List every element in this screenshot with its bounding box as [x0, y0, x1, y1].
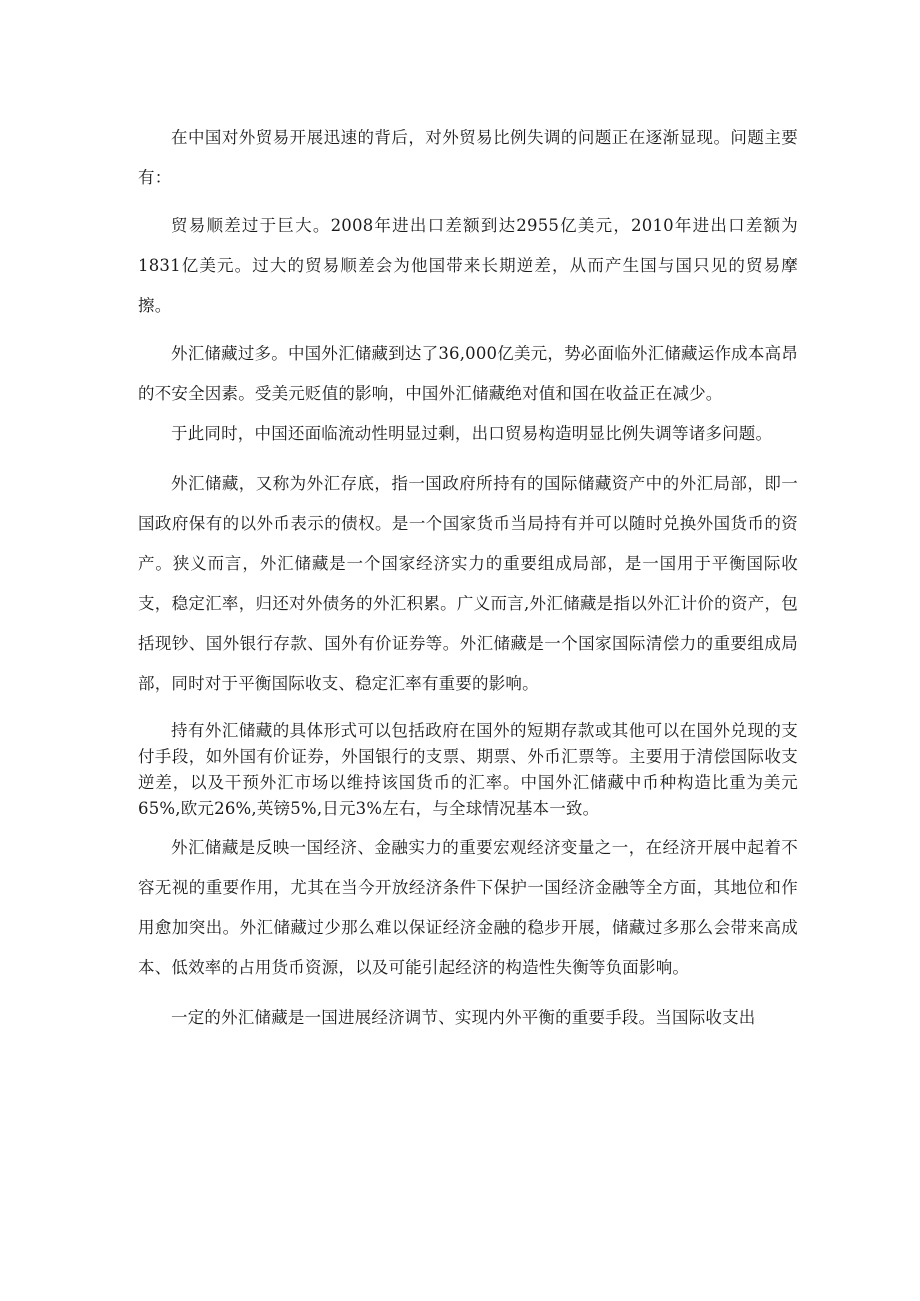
paragraph-forex-regulation: 一定的外汇储藏是一国进展经济调节、实现内外平衡的重要手段。当国际收支出 [171, 1008, 756, 1027]
paragraph-forex-importance: 外汇储藏是反映一国经济、金融实力的重要宏观经济变量之一，在经济开展中起着不容无视的重要作用，尤其在当今开放经济条件下保护一国经济金融等全方面，其地位和作用愈加突出。外汇储藏过少那么难以保证经济金融的稳步开展，储藏过多那么会带来高成本、低效率的占用货币资源，以及可能引起经济的构造性失衡等负面影响。 [138, 838, 798, 977]
paragraph-forex-forms: 持有外汇储藏的具体形式可以包括政府在国外的短期存款或其他可以在国外兑现的支付手段，如外国有价证券，外国银行的支票、期票、外币汇票等。主要用于清偿国际收支逆差，以及干预外汇市场以维持该国货币的汇率。中国外汇储藏中币种构造比重为美元65%,欧元26%,英镑5%,日元3%左右，与全球情况基本一致。 [138, 721, 798, 818]
document-page [138, 118, 798, 1038]
paragraph-trade-imbalance-intro: 在中国对外贸易开展迅速的背后，对外贸易比例失调的问题正在逐渐显现。问题主要有： [138, 128, 798, 187]
paragraph-trade-surplus: 贸易顺差过于巨大。2008年进出口差额到达2955亿美元，2010年进出口差额为1831亿美元。过大的贸易顺差会为他国带来长期逆差，从而产生国与国只见的贸易摩擦。 [138, 216, 798, 315]
paragraph-forex-excess: 外汇储藏过多。中国外汇储藏到达了36,000亿美元，势必面临外汇储藏运作成本高昂的不安全因素。受美元贬值的影响，中国外汇储藏绝对值和国在收益正在减少。 [138, 344, 798, 403]
paragraph-liquidity: 于此同时，中国还面临流动性明显过剩，出口贸易构造明显比例失调等诸多问题。 [171, 424, 773, 443]
paragraph-forex-definition: 外汇储藏，又称为外汇存底，指一国政府所持有的国际储藏资产中的外汇局部，即一国政府保有的以外币表示的债权。是一个国家货币当局持有并可以随时兑换外国货币的资产。狭义而言，外汇储藏是一个国家经济实力的重要组成局部，是一国用于平衡国际收支，稳定汇率，归还对外债务的外汇积累。广义而言,外汇储藏是指以外汇计价的资产，包括现钞、国外银行存款、国外有价证券等。外汇储藏是一个国家国际清偿力的重要组成局部，同时对于平衡国际收支、稳定汇率有重要的影响。 [138, 474, 798, 693]
